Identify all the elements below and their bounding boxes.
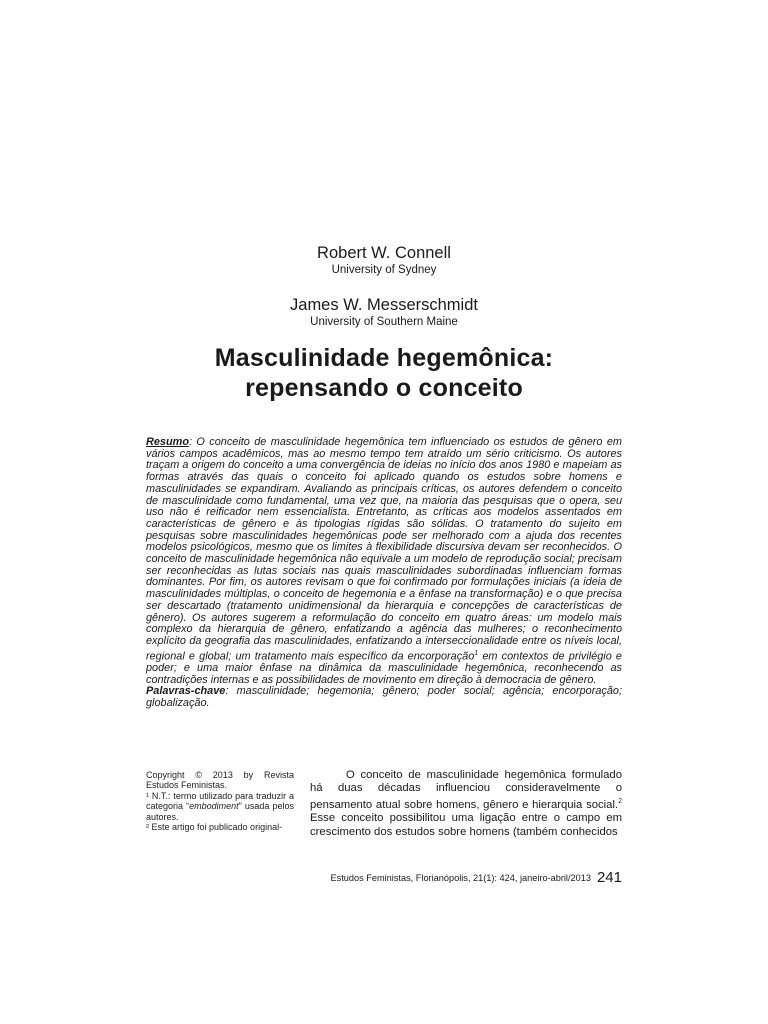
abstract-text: : O conceito de masculinidade hegemônica tem influenciado os estudos de gênero em vários campos acadêmicos, mas ao mesmo tempo tem atraído um sério criticismo. Os autores traçam a origem do conceito a uma convergência de ideias no início dos anos 1980 e mapeiam as formas através das quais o conceito foi aplicado quando os estudos sobre homens e masculinidades se expandiram. Avaliando as principais críticas, os autores defendem o conceito de masculinidade como fundamental, uma vez que, na maioria das pesquisas que o opera, seu uso não é reificador nem essencialista. Entretanto, as críticas aos modelos assentados em características de gênero e às tipologias rígidas são sólidas. O tratamento do sujeito em pesquisas sobre masculinidades hegemônicas pode ser melhorado com a ajuda dos recentes modelos psicológicos, mesmo que os limites à flexibilidade discursiva devam ser reconhecidos. O conceito de masculinidade hegemônica não equivale a um modelo de reprodução social; precisam ser reconhecidas as lutas sociais nas quais masculinidades subordinadas influenciam formas dominantes. Por fim, os autores revisam o que foi confirmado por formulações iniciais (a ideia de masculinidades múltiplas, o conceito de hegemonia e a ênfase na transformação) e o que precisa ser descartado (tratamento unidimensional da hierarquia e concepções de características de gênero). Os autores sugerem a reformulação do conceito em quatro áreas: um modelo mais complexo da hierarquia de gênero, enfatizando a agência das mulheres; o reconhecimento explícito da geografia das masculinidades, enfatizando a interseccionalidade entre os níveis local, regional e global; um tratamento mais específico da encorporação [146, 436, 622, 663]
body-text-end: Esse conceito possibilitou uma ligação entre o campo em crescimento dos estudos sobre homens (também conhecidos [310, 812, 622, 838]
keywords-text: : masculinidade; hegemonia; gênero; poder social; agência; encorporação; globalização. [146, 685, 622, 710]
abstract-text-end: em contextos de privilégio e poder; e uma maior ênfase na dinâmica da masculinidade hegemônica, reconhecendo as contradições internas e as possibilidades de movimento em direção à democracia de gênero. [146, 650, 622, 686]
page-footer [330, 868, 622, 888]
abstract-paragraph [146, 437, 622, 686]
footnote-ref-1: 1 [474, 649, 479, 657]
footnote-text: Este artigo foi publicado original- [149, 822, 283, 833]
footnote-mark: ¹ [146, 790, 149, 801]
author-name: Robert W. Connell [317, 244, 451, 262]
author-block-2 [0, 295, 768, 329]
author-block-1 [0, 243, 768, 277]
footnote-ref-2: 2 [618, 798, 622, 806]
abstract [146, 437, 622, 710]
side-notes [146, 770, 294, 832]
article-title [0, 343, 768, 403]
author-affiliation: University of Southern Maine [310, 316, 458, 328]
footnote-mark: ² [146, 822, 149, 833]
title-line-1: Masculinidade hegemônica: [214, 344, 554, 372]
footnote-1 [146, 791, 294, 822]
author-affiliation: University of Sydney [331, 264, 437, 276]
author-name: James W. Messerschmidt [290, 296, 478, 314]
footnote-text: N.T.: termo utilizado para traduzir a categoria “ [146, 790, 294, 812]
footnote-term: embodiment [189, 801, 239, 812]
footnote-text-end: ” usada pelos autores. [146, 801, 294, 822]
footnote-2 [146, 822, 294, 832]
copyright-note: Copyright © 2013 by Revista Estudos Feministas. [146, 770, 294, 791]
body-text: O conceito de masculinidade hegemônica formulado há duas décadas influenciou consideravelmente o pensamento atual sobre homens, gênero e hierarquia social. [310, 769, 622, 812]
page-number: 241 [596, 869, 622, 886]
title-line-2: repensando o conceito [245, 374, 523, 402]
journal-citation: Estudos Feministas, Florianópolis, 21(1): 424, janeiro-abril/2013 [330, 873, 591, 883]
keywords-paragraph [146, 686, 622, 709]
abstract-label: Resumo [146, 436, 189, 448]
body-paragraph [310, 769, 622, 839]
keywords-label: Palavras-chave [146, 685, 226, 698]
